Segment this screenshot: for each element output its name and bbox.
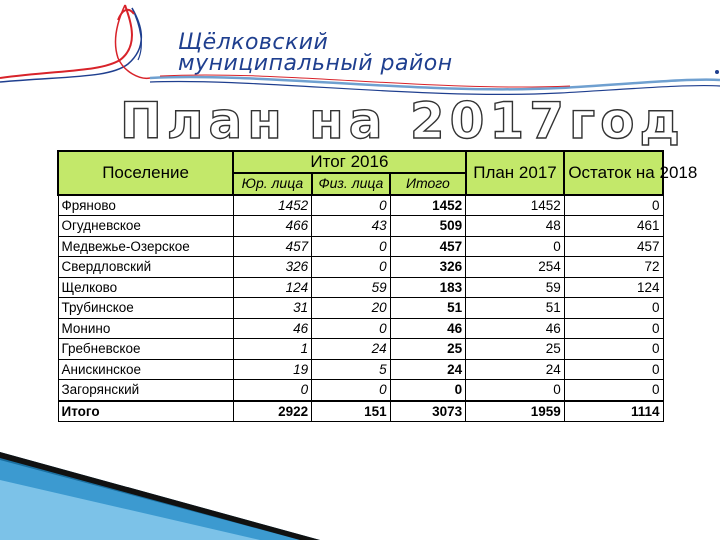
row-sum: 457 xyxy=(390,236,465,257)
row-individual: 0 xyxy=(312,318,391,339)
row-remainder: 124 xyxy=(564,277,663,298)
row-individual: 5 xyxy=(312,359,391,380)
row-plan: 1452 xyxy=(466,195,565,216)
row-remainder: 0 xyxy=(564,318,663,339)
row-remainder: 461 xyxy=(564,216,663,237)
row-sum: 25 xyxy=(390,339,465,360)
row-legal: 19 xyxy=(233,359,312,380)
row-legal: 1 xyxy=(233,339,312,360)
decorative-corner xyxy=(0,440,320,540)
header-individual: Физ. лица xyxy=(312,173,391,195)
bullet-dot-icon xyxy=(715,70,719,74)
row-legal: 46 xyxy=(233,318,312,339)
row-individual: 0 xyxy=(312,257,391,278)
row-individual: 20 xyxy=(312,298,391,319)
row-remainder: 0 xyxy=(564,359,663,380)
row-settlement: Монино xyxy=(58,318,233,339)
plan-table xyxy=(57,150,698,422)
row-settlement: Анискинское xyxy=(58,359,233,380)
row-individual: 59 xyxy=(312,277,391,298)
row-sum: 0 xyxy=(390,380,465,401)
row-settlement: Гребневское xyxy=(58,339,233,360)
header-plan-2017: План 2017 xyxy=(466,151,565,195)
row-remainder: 72 xyxy=(564,257,663,278)
row-plan: 51 xyxy=(466,298,565,319)
row-sum: 183 xyxy=(390,277,465,298)
row-remainder: 0 xyxy=(564,195,663,216)
row-plan: 25 xyxy=(466,339,565,360)
row-remainder: 457 xyxy=(564,236,663,257)
table-row xyxy=(58,339,663,360)
row-legal: 1452 xyxy=(233,195,312,216)
table-row xyxy=(58,236,663,257)
table-total-row xyxy=(58,401,663,422)
header-total-2016: Итог 2016 xyxy=(233,151,466,173)
table-row xyxy=(58,257,663,278)
row-legal: 31 xyxy=(233,298,312,319)
row-settlement: Медвежье-Озерское xyxy=(58,236,233,257)
total-sum: 3073 xyxy=(390,401,465,422)
table-row xyxy=(58,318,663,339)
row-sum: 509 xyxy=(390,216,465,237)
row-plan: 24 xyxy=(466,359,565,380)
row-sum: 46 xyxy=(390,318,465,339)
total-individual: 151 xyxy=(312,401,391,422)
table-row xyxy=(58,359,663,380)
row-plan: 46 xyxy=(466,318,565,339)
row-remainder: 0 xyxy=(564,298,663,319)
row-sum: 1452 xyxy=(390,195,465,216)
row-individual: 0 xyxy=(312,195,391,216)
row-sum: 24 xyxy=(390,359,465,380)
table-row xyxy=(58,380,663,401)
row-individual: 0 xyxy=(312,236,391,257)
header-legal: Юр. лица xyxy=(233,173,312,195)
row-sum: 326 xyxy=(390,257,465,278)
total-legal: 2922 xyxy=(233,401,312,422)
table-row xyxy=(58,195,663,216)
row-settlement: Трубинское xyxy=(58,298,233,319)
row-settlement: Фряново xyxy=(58,195,233,216)
table-row xyxy=(58,298,663,319)
table-row xyxy=(58,216,663,237)
row-legal: 124 xyxy=(233,277,312,298)
total-remainder: 1114 xyxy=(564,401,663,422)
total-label: Итого xyxy=(58,401,233,422)
table-row xyxy=(58,277,663,298)
row-legal: 466 xyxy=(233,216,312,237)
total-plan: 1959 xyxy=(466,401,565,422)
row-plan: 48 xyxy=(466,216,565,237)
row-settlement: Свердловский xyxy=(58,257,233,278)
row-plan: 0 xyxy=(466,380,565,401)
header-settlement: Поселение xyxy=(58,151,233,195)
slide-title: План на 2017год xyxy=(120,92,685,150)
logo-text xyxy=(178,32,453,74)
row-remainder: 0 xyxy=(564,380,663,401)
row-plan: 59 xyxy=(466,277,565,298)
row-legal: 0 xyxy=(233,380,312,401)
row-remainder: 0 xyxy=(564,339,663,360)
row-plan: 254 xyxy=(466,257,565,278)
row-sum: 51 xyxy=(390,298,465,319)
header-sum: Итого xyxy=(390,173,465,195)
row-settlement: Щелково xyxy=(58,277,233,298)
logo-line-1: Щёлковский xyxy=(178,30,329,55)
row-legal: 326 xyxy=(233,257,312,278)
header-remainder-2018: Остаток на 2018 xyxy=(564,151,663,195)
row-individual: 24 xyxy=(312,339,391,360)
row-plan: 0 xyxy=(466,236,565,257)
row-settlement: Огудневское xyxy=(58,216,233,237)
row-settlement: Загорянский xyxy=(58,380,233,401)
row-individual: 43 xyxy=(312,216,391,237)
row-individual: 0 xyxy=(312,380,391,401)
row-legal: 457 xyxy=(233,236,312,257)
logo-line-2: муниципальный район xyxy=(178,51,453,76)
